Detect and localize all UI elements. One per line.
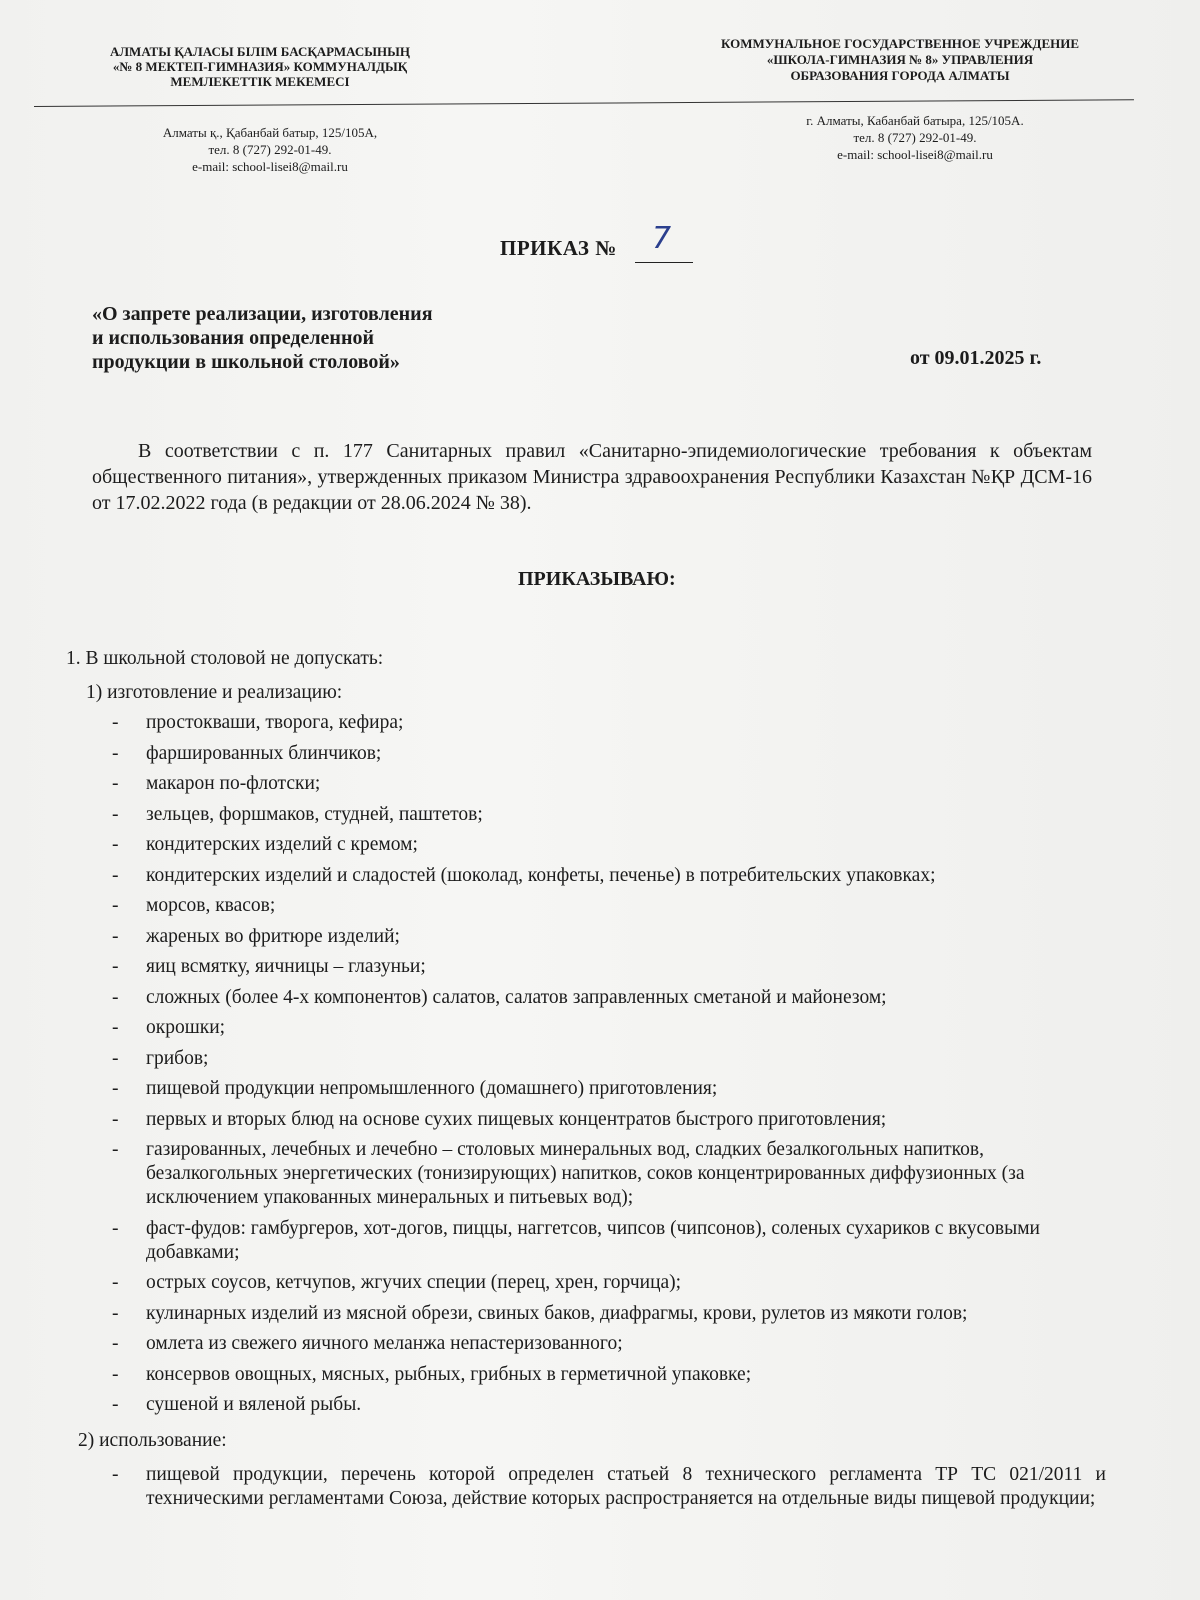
list-item — [66, 1077, 1106, 1101]
list-item — [66, 772, 1106, 796]
dash-bullet: - — [112, 834, 119, 855]
dash-bullet: - — [112, 1139, 119, 1160]
list-item-text: морсов, квасов; — [146, 895, 276, 916]
dash-bullet: - — [112, 864, 119, 886]
list-item — [66, 1047, 1106, 1071]
list-item-text: фаршированных блинчиков; — [146, 742, 382, 764]
list-item-text: сушеной и вяленой рыбы. — [146, 1394, 362, 1415]
order-title-line: продукции в школьной столовой» — [92, 351, 400, 373]
order-body — [66, 645, 1106, 1518]
header-right-line: КОММУНАЛЬНОЕ ГОСУДАРСТВЕННОЕ УЧРЕЖДЕНИЕ — [720, 36, 1080, 51]
list-item — [66, 894, 1106, 918]
list-item — [66, 1332, 1106, 1356]
directive-heading: ПРИКАЗЫВАЮ: — [518, 568, 676, 590]
dash-bullet: - — [112, 1272, 119, 1293]
order-number-handwritten: 7 — [652, 221, 672, 256]
dash-bullet: - — [112, 895, 119, 916]
list-item — [66, 1363, 1106, 1387]
dash-bullet: - — [112, 956, 119, 977]
list-item — [66, 1393, 1106, 1417]
list-item — [66, 1463, 1106, 1511]
header-left-line: МЕМЛЕКЕТТІК МЕКЕМЕСІ — [170, 74, 350, 89]
address-right-line: тел. 8 (727) 292-01-49. — [853, 130, 977, 145]
list-item-text: консервов овощных, мясных, рыбных, грибных в герметичной упаковке; — [146, 1363, 752, 1385]
dash-bullet: - — [112, 1363, 119, 1385]
header-right-line: «ШКОЛА-ГИМНАЗИЯ № 8» УПРАВЛЕНИЯ — [766, 52, 1034, 67]
list-item-text: яиц всмятку, яичницы – глазуньи; — [146, 956, 426, 977]
dash-bullet: - — [112, 742, 119, 764]
header-divider — [34, 99, 1134, 107]
list-item-text: макарон по-флотски; — [146, 773, 321, 794]
dash-bullet: - — [112, 986, 119, 1008]
order-title-line: «О запрете реализации, изготовления — [92, 303, 433, 325]
list-item-text: зельцев, форшмаков, студней, паштетов; — [146, 803, 483, 825]
address-left-line: Алматы қ., Қабанбай батыр, 125/105А, — [162, 125, 378, 140]
dash-bullet: - — [112, 1108, 119, 1130]
dash-bullet: - — [112, 773, 119, 794]
dash-bullet: - — [112, 803, 119, 825]
list-item-text: фаст-фудов: гамбургеров, хот-догов, пиццы, наггетсов, чипсов (чипсонов), соленых сухариков с вкусовыми добавками; — [146, 1217, 1040, 1263]
address-right-line: e-mail: school-lisei8@mail.ru — [837, 147, 993, 162]
list-item-text: омлета из свежего яичного меланжа непастеризованного; — [146, 1333, 623, 1354]
address-right — [730, 112, 1100, 163]
list-item-text: первых и вторых блюд на основе сухих пищевых концентратов быстрого приготовления; — [146, 1108, 887, 1130]
dash-bullet: - — [112, 1078, 119, 1099]
list-item — [66, 864, 1106, 888]
list-item-text: жареных во фритюре изделий; — [146, 925, 400, 947]
dash-bullet: - — [112, 1017, 119, 1038]
list-item-text: пищевой продукции, перечень которой определен статьей 8 технического регламента ТР ТС 021/2011 и техническими регламентами Союза, действие которых распространяется на отдельные виды пищевой продукции; — [146, 1464, 1106, 1509]
dash-bullet: - — [112, 925, 119, 947]
list-item — [66, 742, 1106, 766]
dash-bullet: - — [112, 1394, 119, 1415]
list-item — [66, 833, 1106, 857]
list-item-text: простокваши, творога, кефира; — [146, 712, 404, 733]
order-title — [92, 302, 572, 374]
preamble-paragraph — [92, 438, 1092, 516]
preamble-text: В соответствии с п. 177 Санитарных правил «Санитарно-эпидемиологические требования к объектам общественного питания», утвержденных приказом Министра здравоохранения Республики Казахстан №ҚР ДСМ-16 от 17.02.2022 года (в редакции от 28.06.2024 № 38). — [92, 440, 1092, 514]
list-item-text: острых соусов, кетчупов, жгучих специи (перец, хрен, горчица); — [146, 1272, 682, 1293]
address-left-line: e-mail: school-lisei8@mail.ru — [192, 159, 348, 174]
order-label: ПРИКАЗ № — [500, 236, 617, 260]
address-left — [90, 124, 450, 175]
list-item-text: газированных, лечебных и лечебно – столовых минеральных вод, сладких безалкогольных напитков, безалкогольных энергетических (тонизирующих) напитков, соков концентрированных диффузионных (за исключением упакованных минеральных и питьевых вод); — [146, 1139, 1025, 1208]
prohibited-usage-list — [66, 1463, 1106, 1511]
list-item — [66, 1302, 1106, 1326]
list-item-text: кулинарных изделий из мясной обрези, свиных баков, диафрагмы, крови, рулетов из мякоти голов; — [146, 1302, 968, 1324]
prohibited-production-list — [66, 711, 1106, 1417]
dash-bullet: - — [112, 1333, 119, 1354]
list-item — [66, 1016, 1106, 1040]
dash-bullet: - — [112, 1217, 119, 1239]
list-item-text: пищевой продукции непромышленного (домашнего) приготовления; — [146, 1078, 718, 1099]
header-left-line: АЛМАТЫ ҚАЛАСЫ БІЛІМ БАСҚАРМАСЫНЫҢ — [109, 44, 411, 59]
address-left-line: тел. 8 (727) 292-01-49. — [208, 142, 332, 157]
header-left-kazakh — [40, 44, 480, 89]
header-right-line: ОБРАЗОВАНИЯ ГОРОДА АЛМАТЫ — [790, 68, 1010, 83]
order-date: от 09.01.2025 г. — [910, 347, 1042, 369]
subsection-1-heading: 1) изготовление и реализацию: — [86, 682, 343, 703]
list-item-text: окрошки; — [146, 1017, 226, 1038]
header-right-russian — [660, 36, 1140, 84]
dash-bullet: - — [112, 1464, 119, 1485]
list-item — [66, 1138, 1106, 1210]
dash-bullet: - — [112, 1047, 119, 1069]
list-item — [66, 1271, 1106, 1295]
list-item-text: кондитерских изделий и сладостей (шоколад, конфеты, печенье) в потребительских упаковках; — [146, 864, 936, 886]
list-item — [66, 925, 1106, 949]
list-item — [66, 955, 1106, 979]
address-right-line: г. Алматы, Кабанбай батыра, 125/105А. — [806, 113, 1024, 128]
list-item — [66, 711, 1106, 735]
list-item-text: кондитерских изделий с кремом; — [146, 834, 418, 855]
list-item-text: грибов; — [146, 1047, 209, 1069]
list-item — [66, 1217, 1106, 1265]
list-item — [66, 1108, 1106, 1132]
list-item — [66, 986, 1106, 1010]
list-item — [66, 803, 1106, 827]
header-left-line: «№ 8 МЕКТЕП-ГИМНАЗИЯ» КОММУНАЛДЫҚ — [112, 59, 408, 74]
subsection-2-heading: 2) использование: — [78, 1430, 227, 1451]
order-number-underline — [635, 262, 693, 263]
order-title-line: и использования определенной — [92, 327, 374, 349]
list-item-text: сложных (более 4-х компонентов) салатов, салатов заправленных сметаной и майонезом; — [146, 986, 887, 1008]
dash-bullet: - — [112, 1302, 119, 1324]
section-1-heading: 1. В школьной столовой не допускать: — [66, 648, 384, 669]
dash-bullet: - — [112, 712, 119, 733]
